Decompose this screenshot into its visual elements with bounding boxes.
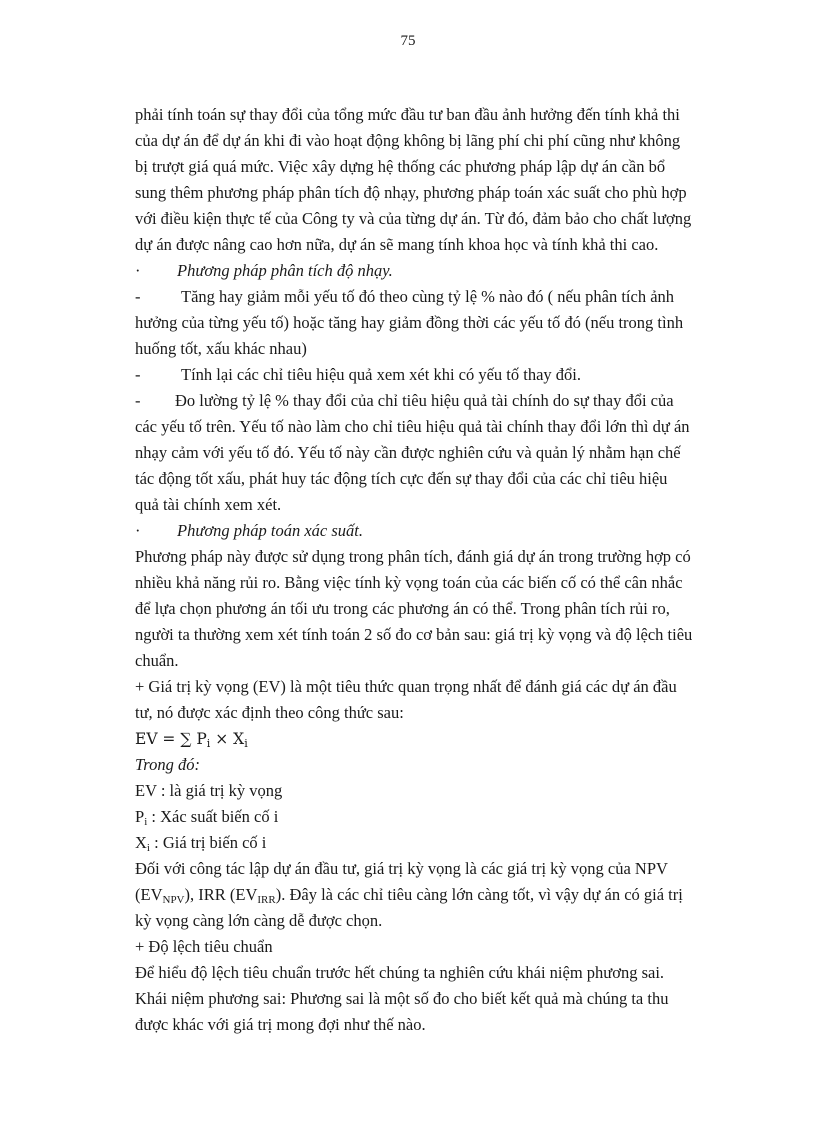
subscript-irr: IRR <box>257 894 276 906</box>
text-line: bị trượt giá quá mức. Việc xây dựng hệ thống các phương pháp lập dự án cần bổ <box>135 157 666 176</box>
formula-subscript: i <box>244 737 248 750</box>
text-segment: ), IRR (EV <box>184 885 258 904</box>
text-line: của dự án để dự án khi đi vào hoạt động không bị lãng phí chi phí cũng như không <box>135 131 681 150</box>
probability-heading <box>135 518 733 544</box>
text-line: Khái niệm phương sai: Phương sai là một số đo cho biết kết quả mà chúng ta thu <box>135 989 669 1008</box>
where-ev: EV : là giá trị kỳ vọng <box>135 781 283 800</box>
text-line: phải tính toán sự thay đổi của tổng mức đầu tư ban đầu ảnh hưởng đến tính khả thi <box>135 105 680 124</box>
text-segment: ). Đây là các chỉ tiêu càng lớn càng tốt, vì vậy dự án có giá trị <box>275 885 683 904</box>
where-x <box>135 830 733 856</box>
subscript-npv: NPV <box>162 894 185 906</box>
text-line: Tính lại các chỉ tiêu hiệu quả xem xét khi có yếu tố thay đổi. <box>181 365 582 384</box>
sensitivity-item-3 <box>135 388 733 518</box>
formula-mid: × X <box>210 730 245 748</box>
symbol: X <box>135 833 147 852</box>
text-line: tác động tốt xấu, phát huy tác động tích cực đến sự thay đổi của các chỉ tiêu hiệu <box>135 469 668 488</box>
text-line: Đối với công tác lập dự án đầu tư, giá trị kỳ vọng là các giá trị kỳ vọng của NPV <box>135 859 668 878</box>
intro-paragraph <box>135 102 733 258</box>
expected-value-formula <box>135 726 733 752</box>
dash-marker: - <box>135 287 141 306</box>
text-line: quả tài chính xem xét. <box>135 495 282 514</box>
definition: : Xác suất biến cố i <box>147 807 279 826</box>
text-line: được khác với giá trị mong đợi như thế nào. <box>135 1015 426 1034</box>
text-line: huống tốt, xấu khác nhau) <box>135 339 307 358</box>
symbol-subscript: i <box>144 816 148 828</box>
formula-subscript: i <box>206 737 211 750</box>
text-line: nhiều khả năng rủi ro. Bằng việc tính kỳ vọng toán của các biến cố có thể cân nhắc <box>135 573 683 592</box>
text-line: tư, nó được xác định theo công thức sau: <box>135 703 404 722</box>
text-line: dự án được nâng cao hơn nữa, dự án sẽ mang tính khoa học và tính khả thi cao. <box>135 235 659 254</box>
sensitivity-heading <box>135 258 733 284</box>
expected-value-intro <box>135 674 733 726</box>
text-line: kỳ vọng càng lớn càng dễ được chọn. <box>135 911 383 930</box>
sensitivity-item-2 <box>135 362 733 388</box>
bullet-marker: · <box>135 521 141 540</box>
text-line: người ta thường xem xét tính toán 2 số đo cơ bản sau: giá trị kỳ vọng và độ lệch tiêu <box>135 625 693 644</box>
text-line: để lựa chọn phương án tối ưu trong các phương án có thể. Trong phân tích rủi ro, <box>135 599 670 618</box>
std-deviation-paragraph <box>135 960 733 1038</box>
page-number: 75 <box>400 33 416 49</box>
document-body <box>135 102 733 1038</box>
formula-lhs: EV = ∑ P <box>135 730 207 748</box>
where-p <box>135 804 733 830</box>
text-segment: (EV <box>135 885 163 904</box>
text-line: Tăng hay giảm mỗi yếu tố đó theo cùng tỷ lệ % nào đó ( nếu phân tích ảnh <box>181 287 675 306</box>
std-deviation-heading: + Độ lệch tiêu chuẩn <box>135 937 273 956</box>
sensitivity-item-1 <box>135 284 733 362</box>
probability-paragraph <box>135 544 733 674</box>
text-line: Để hiểu độ lệch tiêu chuẩn trước hết chúng ta nghiên cứu khái niệm phương sai. <box>135 963 665 982</box>
definition: : Giá trị biến cố i <box>149 833 267 852</box>
text-line: Phương pháp này được sử dụng trong phân tích, đánh giá dự án trong trường hợp có <box>135 547 691 566</box>
section-heading: Phương pháp phân tích độ nhạy. <box>177 261 393 280</box>
dash-marker: - <box>135 365 141 384</box>
text-line: sung thêm phương pháp phân tích độ nhạy, phương pháp toán xác suất cho phù hợp <box>135 183 687 202</box>
text-line: Đo lường tỷ lệ % thay đổi của chỉ tiêu hiệu quả tài chính do sự thay đổi của <box>175 391 674 410</box>
bullet-marker: · <box>135 261 141 280</box>
text-line: nhạy cảm với yếu tố đó. Yếu tố này cần được nghiên cứu và quản lý nhằm hạn chế <box>135 443 681 462</box>
text-line <box>135 882 733 908</box>
text-line: các yếu tố trên. Yếu tố nào làm cho chỉ tiêu hiệu quả tài chính thay đổi lớn thì dự án <box>135 417 690 436</box>
symbol-subscript: i <box>146 842 150 854</box>
where-label: Trong đó: <box>135 755 200 774</box>
dash-marker: - <box>135 391 141 410</box>
npv-paragraph <box>135 856 733 934</box>
symbol: P <box>135 807 145 826</box>
text-line: với điều kiện thực tế của Công ty và của từng dự án. Từ đó, đảm bảo cho chất lượng <box>135 209 692 228</box>
text-line: chuẩn. <box>135 651 179 670</box>
text-line: + Giá trị kỳ vọng (EV) là một tiêu thức quan trọng nhất để đánh giá các dự án đầu <box>135 677 677 696</box>
section-heading: Phương pháp toán xác suất. <box>177 521 363 540</box>
text-line: hưởng của từng yếu tố) hoặc tăng hay giảm đồng thời các yếu tố đó (nếu trong tình <box>135 313 684 332</box>
